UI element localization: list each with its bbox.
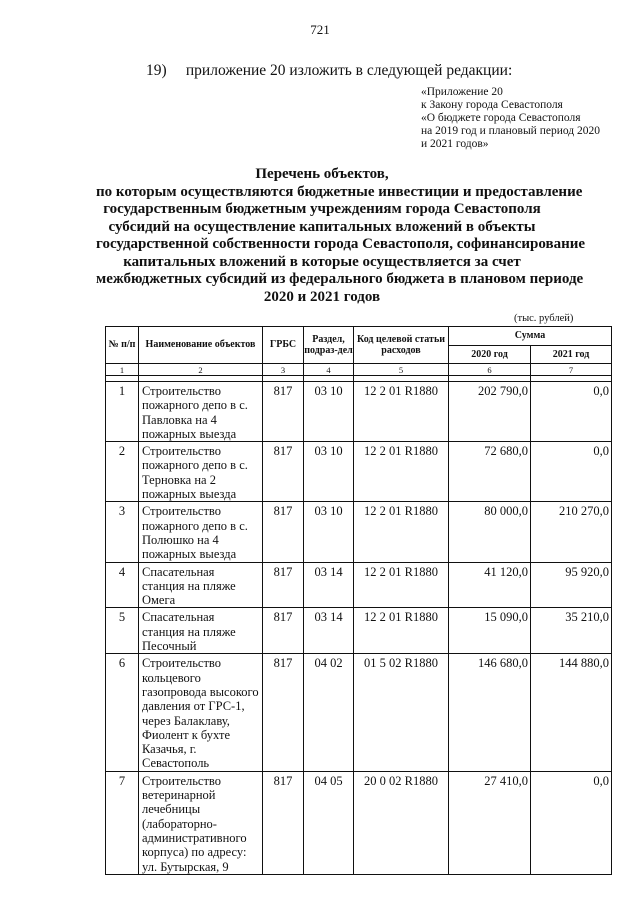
cell-kod: 12 2 01 R1880 (354, 382, 449, 442)
cell-2021: 0,0 (531, 442, 612, 502)
table-row (106, 771, 612, 874)
cell-2020: 146 680,0 (449, 654, 531, 771)
cell-kod: 12 2 01 R1880 (354, 562, 449, 608)
table-header-row (106, 327, 612, 346)
intro-line (146, 62, 512, 80)
title-line: по которым осуществляются бюджетные инвестиции и предоставление (96, 183, 583, 200)
cell-2020: 202 790,0 (449, 382, 531, 442)
cell-name: Строительство ветеринарной лечебницы (лабораторно-административного корпуса) по адресу: ул. Бутырская, 9 (139, 771, 263, 874)
cell-2020: 15 090,0 (449, 608, 531, 654)
cell-2021: 0,0 (531, 771, 612, 874)
cell-num: 6 (106, 654, 139, 771)
table-row (106, 562, 612, 608)
cell-razdel: 03 14 (304, 562, 354, 608)
title-line: Перечень объектов, (255, 166, 389, 182)
appendix-line: и 2021 годов» (421, 138, 489, 150)
appendix-line: к Закону города Севастополя (421, 99, 563, 111)
cell-grbs: 817 (263, 608, 304, 654)
header-grbs: ГРБС (263, 327, 304, 364)
cell-name: Строительство пожарного депо в с. Павловка на 4 пожарных выезда (139, 382, 263, 442)
header-name: Наименование объектов (139, 327, 263, 364)
header-num: № п/п (106, 327, 139, 364)
cell-name: Строительство пожарного депо в с. Терновка на 2 пожарных выезда (139, 442, 263, 502)
cell-2020: 72 680,0 (449, 442, 531, 502)
header-2021: 2021 год (531, 346, 612, 364)
cell-razdel: 03 14 (304, 608, 354, 654)
cell-2021: 144 880,0 (531, 654, 612, 771)
cell-grbs: 817 (263, 771, 304, 874)
intro-text: приложение 20 изложить в следующей редакции: (185, 62, 513, 79)
appendix-line: «Приложение 20 (421, 86, 503, 98)
intro-number: 19) (146, 62, 167, 79)
appendix-reference (421, 86, 600, 151)
header-2020: 2020 год (449, 346, 531, 364)
cell-num: 5 (106, 608, 139, 654)
title-line: государственным бюджетным учреждениям города Севастополя (103, 201, 541, 217)
cell-grbs: 817 (263, 442, 304, 502)
cell-razdel: 04 05 (304, 771, 354, 874)
title-line: капитальных вложений в которые осуществляется за счет (123, 253, 521, 270)
cell-name: Спасательная станция на пляже Песочный (139, 608, 263, 654)
cell-2020: 80 000,0 (449, 502, 531, 562)
cell-kod: 12 2 01 R1880 (354, 608, 449, 654)
cell-name: Строительство кольцевого газопровода высокого давления от ГРС-1, через Балаклаву, Фиолент к бухте Казачья, г. Севастополь (139, 654, 263, 771)
cell-razdel: 04 02 (304, 654, 354, 771)
table-row (106, 382, 612, 442)
table-row (106, 654, 612, 771)
cell-razdel: 03 10 (304, 502, 354, 562)
title-line: субсидий на осуществление капитальных вложений в объекты (108, 218, 536, 235)
document-title (96, 166, 586, 306)
col-index: 3 (263, 364, 304, 376)
header-kod: Код целевой статьи расходов (354, 327, 449, 364)
col-index: 1 (106, 364, 139, 376)
cell-name: Спасательная станция на пляже Омега (139, 562, 263, 608)
cell-num: 3 (106, 502, 139, 562)
title-line: 2020 и 2021 годов (263, 288, 381, 305)
cell-razdel: 03 10 (304, 442, 354, 502)
col-index: 2 (139, 364, 263, 376)
page-number: 721 (310, 22, 330, 37)
column-index-row (106, 364, 612, 376)
cell-num: 4 (106, 562, 139, 608)
cell-2021: 0,0 (531, 382, 612, 442)
appendix-line: «О бюджете города Севастополя (421, 112, 581, 124)
cell-num: 1 (106, 382, 139, 442)
header-razdel: Раздел, подраз-дел (304, 327, 354, 364)
appendix-line: на 2019 год и плановый период 2020 (421, 125, 601, 137)
cell-2021: 35 210,0 (531, 608, 612, 654)
cell-2021: 210 270,0 (531, 502, 612, 562)
col-index: 4 (304, 364, 354, 376)
units-label: (тыс. рублей) (514, 313, 574, 324)
objects-table (105, 326, 612, 875)
cell-2020: 27 410,0 (449, 771, 531, 874)
col-index: 7 (531, 364, 612, 376)
cell-grbs: 817 (263, 562, 304, 608)
header-summa: Сумма (449, 327, 612, 346)
table-row (106, 442, 612, 502)
title-line: государственной собственности города Севастополя, софинансирование (96, 236, 586, 252)
cell-grbs: 817 (263, 654, 304, 771)
cell-kod: 20 0 02 R1880 (354, 771, 449, 874)
cell-grbs: 817 (263, 382, 304, 442)
cell-name: Строительство пожарного депо в с. Полюшко на 4 пожарных выезда (139, 502, 263, 562)
table-row (106, 502, 612, 562)
title-line: межбюджетных субсидий из федерального бюджета в плановом периоде (96, 271, 584, 287)
cell-2020: 41 120,0 (449, 562, 531, 608)
cell-kod: 12 2 01 R1880 (354, 442, 449, 502)
cell-razdel: 03 10 (304, 382, 354, 442)
cell-kod: 01 5 02 R1880 (354, 654, 449, 771)
col-index: 6 (449, 364, 531, 376)
cell-num: 7 (106, 771, 139, 874)
cell-kod: 12 2 01 R1880 (354, 502, 449, 562)
col-index: 5 (354, 364, 449, 376)
cell-grbs: 817 (263, 502, 304, 562)
cell-num: 2 (106, 442, 139, 502)
table-row (106, 608, 612, 654)
cell-2021: 95 920,0 (531, 562, 612, 608)
